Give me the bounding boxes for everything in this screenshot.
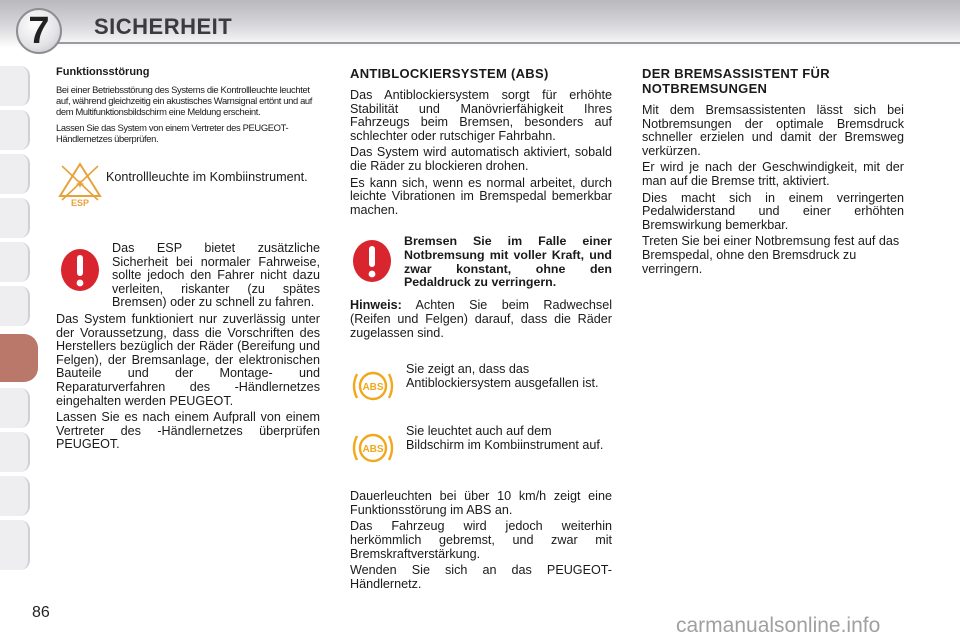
- chapter-tab[interactable]: [0, 110, 30, 150]
- chapter-number-badge: [16, 8, 62, 54]
- abs-lamp-text: Sie zeigt an, dass das Antiblockiersystem ausgefallen ist.: [406, 362, 599, 391]
- abs-icon-label: ABS: [362, 382, 384, 394]
- exclamation-icon: [60, 248, 100, 292]
- esp-warning-text: Das ESP bietet zusätzliche Sicherheit bei normaler Fahrweise, sollte jedoch den Fahrer nicht dazu verleiten, riskanter (zu spätes Bremsen) oder zu schnell zu fahren.: [112, 241, 320, 310]
- fault-heading: Funktionsstörung: [56, 66, 150, 78]
- chapter-tab[interactable]: [0, 432, 30, 472]
- chapter-tab[interactable]: [0, 286, 30, 326]
- chapter-tab-active[interactable]: [0, 334, 38, 382]
- brake-assist-heading: DER BREMSASSISTENT FÜR NOTBREMSUNGEN: [642, 66, 830, 96]
- abs-note: [350, 299, 612, 340]
- column-abs: [350, 66, 612, 594]
- chapter-tab[interactable]: [0, 198, 30, 238]
- abs-warning-text: Bremsen Sie im Falle einer Notbremsung mit voller Kraft, und zwar konstant, ohne den Pedaldruck zu verringern.: [404, 234, 612, 290]
- note-text: Achten Sie beim Radwechsel (Reifen und Felgen) darauf, dass die Räder zugelassen sind.: [350, 298, 612, 340]
- abs-lamp-text: Sie leuchtet auch auf dem Bildschirm im Kombiinstrument auf.: [406, 424, 604, 453]
- abs-paragraph: Das Fahrzeug wird jedoch weiterhin herkömmlich gebremst, und zwar mit Bremskraftverstärkung.: [350, 519, 612, 561]
- chapter-tab[interactable]: [0, 520, 30, 570]
- esp-icon-label: ESP: [70, 198, 90, 209]
- abs-paragraph: Dauerleuchten bei über 10 km/h zeigt eine Funktionsstörung im ABS an.: [350, 489, 612, 517]
- abs-warning-icon: [350, 368, 396, 404]
- abs-paragraph: Das System wird automatisch aktiviert, sobald die Räder zu blockieren drohen.: [350, 145, 612, 173]
- abs-paragraph: Wenden Sie sich an das PEUGEOT-Händlernetz.: [350, 563, 612, 591]
- brake-assist-paragraph: Er wird je nach der Geschwindigkeit, mit der man auf die Bremse tritt, aktiviert.: [642, 160, 904, 188]
- chapter-tab[interactable]: [0, 154, 30, 194]
- fault-paragraph: Bei einer Betriebsstörung des Systems die Kontrollleuchte leuchtet auf, während gleichzeitig ein akustisches Warnsignal ertönt und auf dem Multifunktionsbildschirm eine Meldung erscheint.: [56, 84, 313, 118]
- esp-paragraph: Lassen Sie es nach einem Aufprall von einem Vertreter des -Händlernetzes überprüfen PEUGEOT.: [56, 410, 320, 452]
- watermark: carmanualsonline.info: [676, 614, 881, 637]
- abs-lamp-row: [350, 424, 612, 478]
- esp-lamp-text: Kontrollleuchte im Kombiinstrument.: [106, 170, 308, 185]
- chapter-tab[interactable]: [0, 476, 30, 516]
- chapter-tab[interactable]: [0, 66, 30, 106]
- esp-warning-block: [56, 242, 320, 310]
- column-esp: [56, 66, 320, 455]
- fault-paragraph: Lassen Sie das System von einem Vertreter des PEUGEOT-Händlernetzes überprüfen.: [56, 121, 289, 144]
- page-number: 86: [32, 604, 50, 621]
- abs-icon-label: ABS: [362, 444, 384, 456]
- abs-heading: ANTIBLOCKIERSYSTEM (ABS): [350, 66, 549, 81]
- esp-warning-icon: [56, 160, 104, 208]
- svg-text:✦: ✦: [75, 179, 85, 192]
- column-brake-assist: [642, 66, 904, 279]
- note-label: Hinweis:: [350, 298, 402, 313]
- brake-assist-paragraph: Mit dem Bremsassistenten lässt sich bei Notbremsungen der optimale Bremsdruck schneller erzielen und damit der Bremsweg verkürzen.: [642, 103, 904, 158]
- abs-paragraph: Das Antiblockiersystem sorgt für erhöhte Stabilität und Manövrierfähigkeit Ihres Fahrzeugs beim Bremsen, besonders auf schlechter oder rutschiger Fahrbahn.: [350, 88, 612, 143]
- header-divider: [52, 42, 960, 44]
- chapter-number: 7: [28, 9, 50, 52]
- esp-lamp-row: [56, 160, 320, 226]
- brake-assist-paragraph: Treten Sie bei einer Notbremsung fest auf das Bremspedal, ohne den Bremsdruck zu verringern.: [642, 234, 900, 276]
- chapter-title: SICHERHEIT: [94, 14, 233, 39]
- abs-warning-icon: [350, 430, 396, 466]
- abs-warning-block: [350, 235, 612, 295]
- chapter-tab[interactable]: [0, 242, 30, 282]
- abs-paragraph: Es kann sich, wenn es normal arbeitet, durch leichte Vibrationen im Bremspedal bemerkbar machen.: [350, 175, 612, 217]
- chapter-tab[interactable]: [0, 388, 30, 428]
- brake-assist-paragraph: Dies macht sich in einem verringerten Pedalwiderstand und einer erhöhten Bremswirkung bemerkbar.: [642, 190, 904, 232]
- abs-lamp-row: [350, 362, 612, 416]
- exclamation-icon: [352, 239, 392, 283]
- esp-paragraph: Das System funktioniert nur zuverlässig unter der Voraussetzung, dass die Vorschriften des Herstellers bezüglich der Räder (Bereifung und Felgen), der Bremsanlage, der elektronischen Bauteile und der Montage- und Reparaturverfahren des -Händlernetzes eingehalten werden PEUGEOT.: [56, 311, 320, 408]
